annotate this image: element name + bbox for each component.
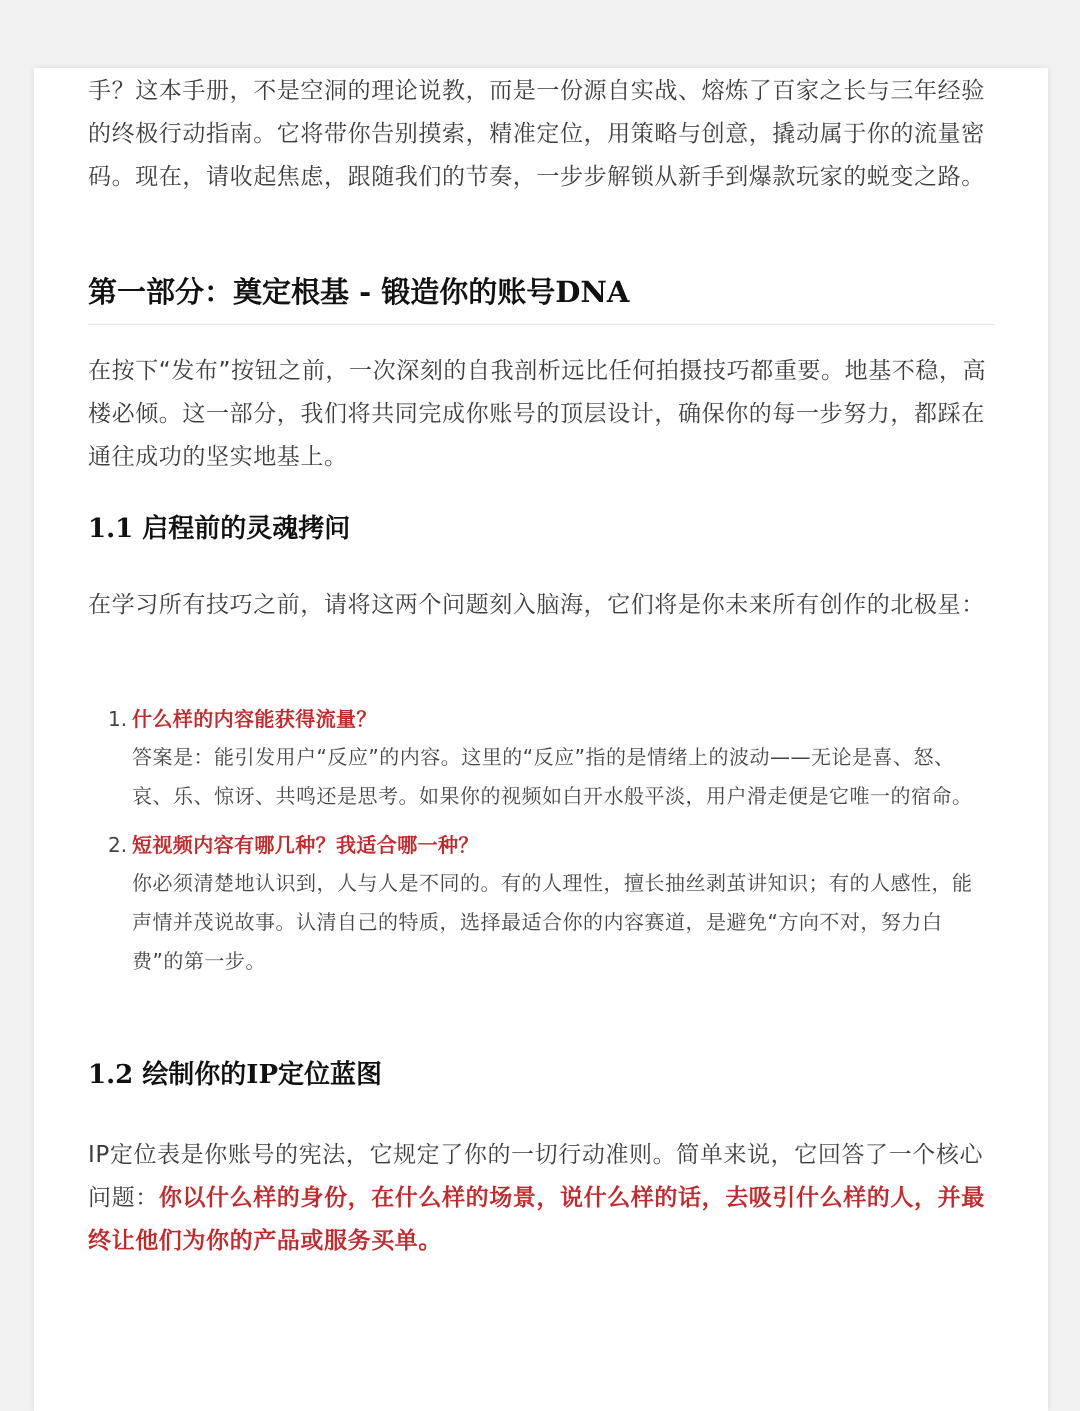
list-item [108, 826, 988, 981]
section-1-1-paragraph: 在学习所有技巧之前，请将这两个问题刻入脑海，它们将是你未来所有创作的北极星： [88, 592, 985, 618]
section-1-2-emphasis-text: 你以什么样的身份，在什么样的场景，说什么样的话，去吸引什么样的人，并最终让他们为你的产品或服务买单。 [88, 1185, 985, 1254]
list-item [108, 700, 988, 816]
list-item-question: 短视频内容有哪几种？我适合哪一种？ [132, 833, 479, 857]
part1-heading: 第一部分：奠定根基 - 锻造你的账号DNA [88, 272, 994, 325]
section-1-2-plain-text: IP定位表是你账号的宪法，它规定了你的一切行动准则。简单来说，它回答了一个核心问题： [88, 1142, 984, 1211]
section-1-1-heading: 1.1 启程前的灵魂拷问 [88, 514, 351, 544]
list-item-number: 2. [108, 833, 128, 857]
list-item-answer: 答案是：能引发用户“反应”的内容。这里的“反应”指的是情绪上的波动——无论是喜、怒、哀、乐、惊讶、共鸣还是思考。如果你的视频如白开水般平淡，用户滑走便是它唯一的宿命。 [132, 745, 973, 808]
section-1-2-paragraph [88, 1134, 994, 1263]
list-item-answer: 你必须清楚地认识到，人与人是不同的。有的人理性，擅长抽丝剥茧讲知识；有的人感性，能声情并茂说故事。认清自己的特质，选择最适合你的内容赛道，是避免“方向不对，努力白费”的第一步。 [132, 871, 973, 973]
intro-paragraph: 手？这本手册，不是空洞的理论说教，而是一份源自实战、熔炼了百家之长与三年经验的终极行动指南。它将带你告别摸索，精准定位，用策略与创意，撬动属于你的流量密码。现在，请收起焦虑，跟随我们的节奏，一步步解锁从新手到爆款玩家的蜕变之路。 [88, 78, 985, 190]
list-item-number: 1. [108, 707, 128, 731]
part1-paragraph: 在按下“发布”按钮之前，一次深刻的自我剖析远比任何拍摄技巧都重要。地基不稳，高楼必倾。这一部分，我们将共同完成你账号的顶层设计，确保你的每一步努力，都踩在通往成功的坚实地基上。 [88, 358, 987, 470]
section-1-2-heading: 1.2 绘制你的IP定位蓝图 [88, 1060, 382, 1090]
document-page [34, 68, 1048, 1411]
list-item-question: 什么样的内容能获得流量？ [132, 707, 377, 731]
question-list [108, 700, 988, 981]
